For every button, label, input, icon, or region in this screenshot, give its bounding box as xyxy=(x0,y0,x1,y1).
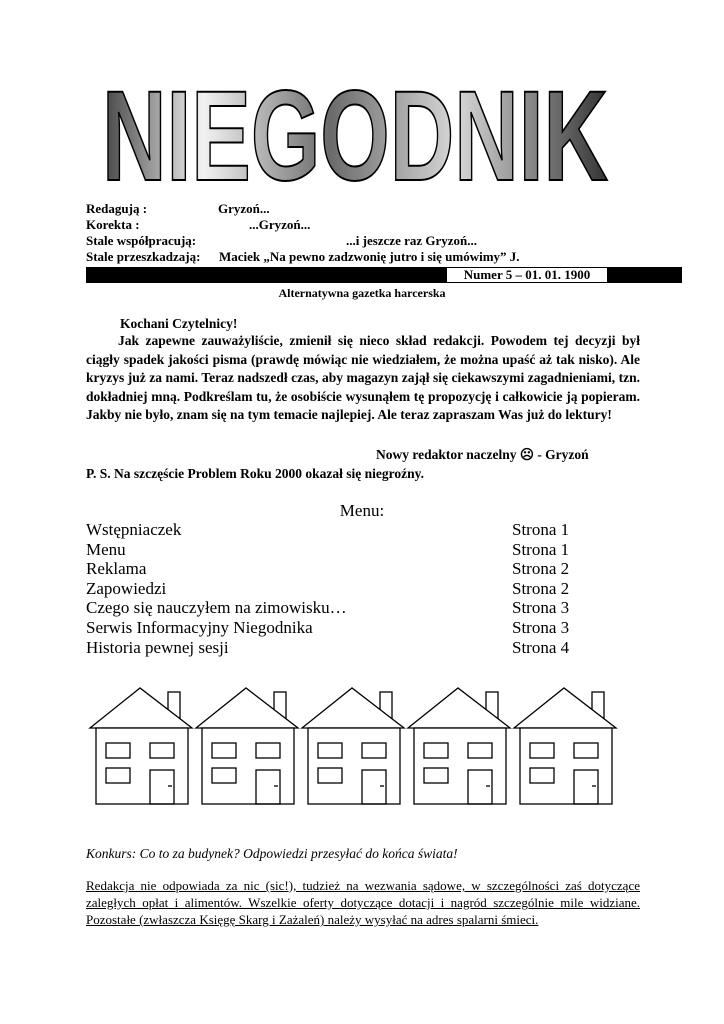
menu-item-page: Strona 1 xyxy=(512,539,570,559)
menu-item-label: Wstępniaczek xyxy=(86,520,182,539)
menu-item-label: Serwis Informacyjny Niegodnika xyxy=(86,617,313,637)
staff-collab-value: ...i jeszcze raz Gryzoń... xyxy=(346,233,478,248)
menu-item-page: Strona 4 xyxy=(512,637,570,657)
subtitle: Alternatywna gazetka harcerska xyxy=(278,286,446,300)
menu-item-page: Strona 3 xyxy=(512,598,570,618)
menu-item xyxy=(86,540,606,560)
menu-item-page: Strona 2 xyxy=(512,559,570,579)
house-icon xyxy=(90,688,192,804)
postscript: P. S. Na szczęście Problem Roku 2000 okazał się niegroźny. xyxy=(86,466,424,481)
contest-text: Konkurs: Co to za budynek? Odpowiedzi przesyłać do końca świata! xyxy=(86,846,458,861)
staff-editors-value: Gryzoń... xyxy=(218,201,270,216)
menu-item xyxy=(86,598,606,618)
menu-item-label: Czego się nauczyłem na zimowisku… xyxy=(86,598,347,618)
disclaimer-text: Redakcja nie odpowiada za nic (sic!), tudzież na wezwania sądowe, w szczególności zaś dotyczące zaległych opłat i alimentów. Wszelkie oferty dotyczące dotacji i nagród szczególnie mile widziane. Pozostałe (zwłaszcza Księgę Skarg i Zażaleń) należy wysyłać na adres spalarni śmieci. xyxy=(86,878,640,927)
menu-item-page: Strona 1 xyxy=(512,520,570,539)
staff-disturb-label: Stale przeszkadzają: xyxy=(86,249,201,264)
menu-item-label: Menu xyxy=(86,539,126,559)
menu-item-page: Strona 3 xyxy=(512,617,570,637)
staff-disturb-value: Maciek „Na pewno zadzwonię jutro i się umówimy” J. xyxy=(219,249,520,264)
menu-item xyxy=(86,638,606,658)
menu-item xyxy=(86,579,606,599)
house-icon xyxy=(408,688,510,804)
staff-proof-value: ...Gryzoń... xyxy=(249,217,311,232)
masthead-logo xyxy=(98,80,612,188)
menu-item-page: Strona 2 xyxy=(512,578,570,598)
menu-item xyxy=(86,618,606,638)
house-icon xyxy=(514,688,616,804)
menu-list xyxy=(86,520,606,657)
issue-number: Numer 5 – 01. 01. 1900 xyxy=(446,267,608,283)
signature: Nowy redaktor naczelny ☹ - Gryzoń xyxy=(376,447,589,462)
staff-proof-label: Korekta : xyxy=(86,217,140,232)
menu-item-label: Historia pewnej sesji xyxy=(86,637,229,657)
greeting: Kochani Czytelnicy! xyxy=(120,316,238,331)
staff-collab-label: Stale współpracują: xyxy=(86,233,197,248)
menu-item-label: Zapowiedzi xyxy=(86,578,167,598)
menu-item xyxy=(86,559,606,579)
menu-title: Menu: xyxy=(339,501,385,520)
intro-paragraph: Jak zapewne zauważyliście, zmienił się nieco skład redakcji. Powodem tej decyzji był ciągły spadek jakości pisma (prawdę mówiąc nie wiedziałem, że można upaść aż tak nisko). Ale kryzys już za nami. Teraz nadszedł czas, aby magazyn zajął się ciekawszymi zagadnieniami, tzn. dokładniej mną. Podkreślam tu, że osobiście wysunąłem tę propozycję i całkowicie ją popieram. Jakby nie było, znam się na tym temacie najlepiej. Ale teraz zapraszam Was już do lektury! xyxy=(86,333,640,422)
menu-item xyxy=(86,520,606,540)
houses-illustration xyxy=(88,686,628,808)
staff-editors-label: Redagują : xyxy=(86,201,148,216)
house-icon xyxy=(302,688,404,804)
menu-item-label: Reklama xyxy=(86,559,147,579)
masthead-title: NIEGODNIK xyxy=(102,80,608,188)
house-icon xyxy=(196,688,298,804)
